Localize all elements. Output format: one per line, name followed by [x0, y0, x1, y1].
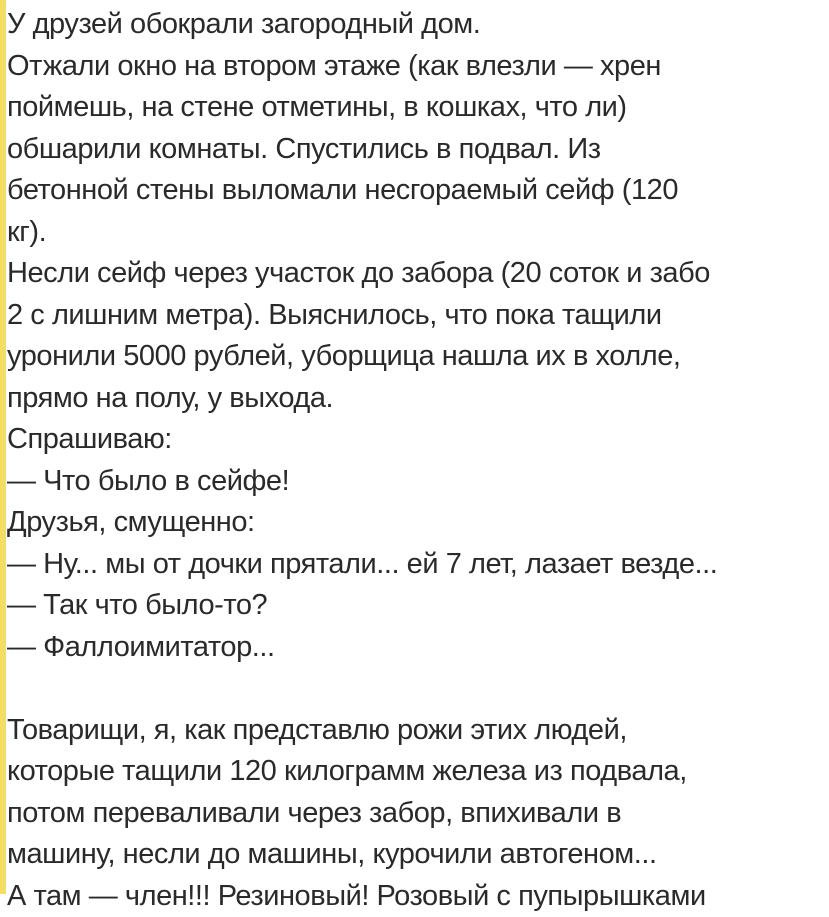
story-line: машину, несли до машины, курочили автогеном... [7, 834, 829, 876]
paragraph-gap [7, 668, 829, 710]
story-line: Товарищи, я, как представлю рожи этих людей, [7, 710, 829, 752]
story-line: которые тащили 120 килограмм железа из подвала, [7, 751, 829, 793]
story-line: прямо на полу, у выхода. [7, 378, 829, 420]
story-line: поймешь, на стене отметины, в кошках, что ли) [7, 87, 829, 129]
story-line: уронили 5000 рублей, уборщица нашла их в холле, [7, 336, 829, 378]
story-text [7, 4, 829, 917]
dialogue-line: — Что было в сейфе! [7, 461, 829, 503]
story-line: бетонной стены выломали несгораемый сейф (120 [7, 170, 829, 212]
story-line: Отжали окно на втором этаже (как влезли — хрен [7, 46, 829, 88]
story-line: обшарили комнаты. Спустились в подвал. Из [7, 129, 829, 171]
dialogue-line: — Ну... мы от дочки прятали... ей 7 лет, лазает везде... [7, 544, 829, 586]
story-line: Спрашиваю: [7, 419, 829, 461]
story-line: кг). [7, 212, 829, 254]
story-line: 2 с лишним метра). Выяснилось, что пока тащили [7, 295, 829, 337]
dialogue-line: — Так что было-то? [7, 585, 829, 627]
story-line: У друзей обокрали загородный дом. [7, 4, 829, 46]
story-line: А там — член!!! Резиновый! Розовый с пупырышками [7, 876, 829, 917]
story-line: Несли сейф через участок до забора (20 соток и забо [7, 253, 829, 295]
left-accent-bar [0, 0, 6, 894]
story-line: Друзья, смущенно: [7, 502, 829, 544]
dialogue-line: — Фаллоимитатор... [7, 627, 829, 669]
story-line: потом переваливали через забор, впихивали в [7, 793, 829, 835]
